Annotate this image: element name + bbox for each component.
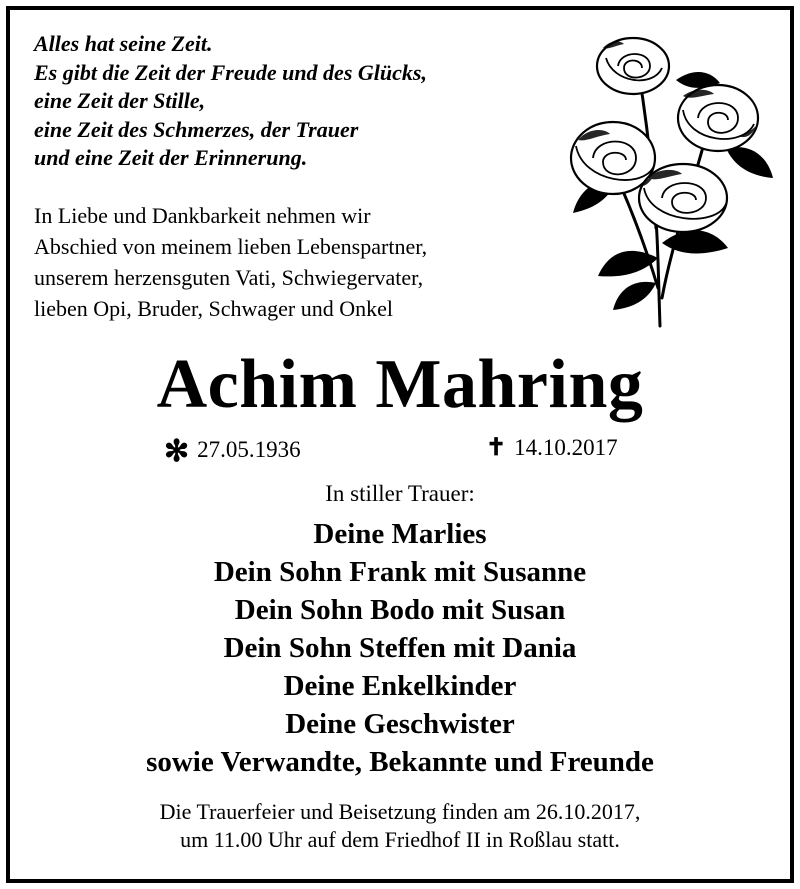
death-date: 14.10.2017 (514, 435, 618, 460)
death-cross-icon: ✝ (486, 435, 507, 461)
birth-star-icon: ✻ (164, 435, 190, 468)
death-date-line (486, 434, 618, 462)
intro-text (34, 200, 574, 324)
family-line: Dein Sohn Bodo mit Susan (234, 594, 566, 626)
family-line: Dein Sohn Steffen mit Dania (223, 632, 577, 664)
intro-line: lieben Opi, Bruder, Schwager und Onkel (34, 296, 393, 321)
family-list (10, 515, 790, 781)
funeral-info-line: um 11.00 Uhr auf dem Friedhof II in Roßlau statt. (180, 827, 620, 852)
birth-date-line (164, 434, 301, 468)
birth-date: 27.05.1936 (197, 437, 301, 462)
family-line: sowie Verwandte, Bekannte und Freunde (146, 746, 654, 778)
poem-line: eine Zeit der Stille, (34, 88, 206, 113)
poem-line: und eine Zeit der Erinnerung. (34, 145, 308, 170)
poem (34, 30, 574, 173)
family-line: Deine Enkelkinder (283, 670, 517, 702)
poem-line: eine Zeit des Schmerzes, der Trauer (34, 116, 359, 142)
intro-line: Abschied von meinem lieben Lebenspartner, (34, 234, 428, 259)
family-line: Deine Marlies (313, 518, 487, 550)
family-line: Deine Geschwister (285, 708, 515, 740)
deceased-name: Achim Mahring (156, 346, 644, 423)
mourning-label: In stiller Trauer: (325, 481, 475, 506)
roses-icon (558, 28, 778, 328)
funeral-info (10, 798, 790, 854)
poem-line: Alles hat seine Zeit. (34, 31, 213, 56)
poem-line: Es gibt die Zeit der Freude und des Glücks, (34, 59, 427, 85)
funeral-info-line: Die Trauerfeier und Beisetzung finden am 26.10.2017, (159, 799, 641, 824)
family-line: Dein Sohn Frank mit Susanne (213, 556, 587, 588)
intro-line: In Liebe und Dankbarkeit nehmen wir (34, 203, 371, 228)
obituary-notice (6, 6, 794, 883)
intro-line: unserem herzensguten Vati, Schwiegervater, (34, 265, 424, 290)
